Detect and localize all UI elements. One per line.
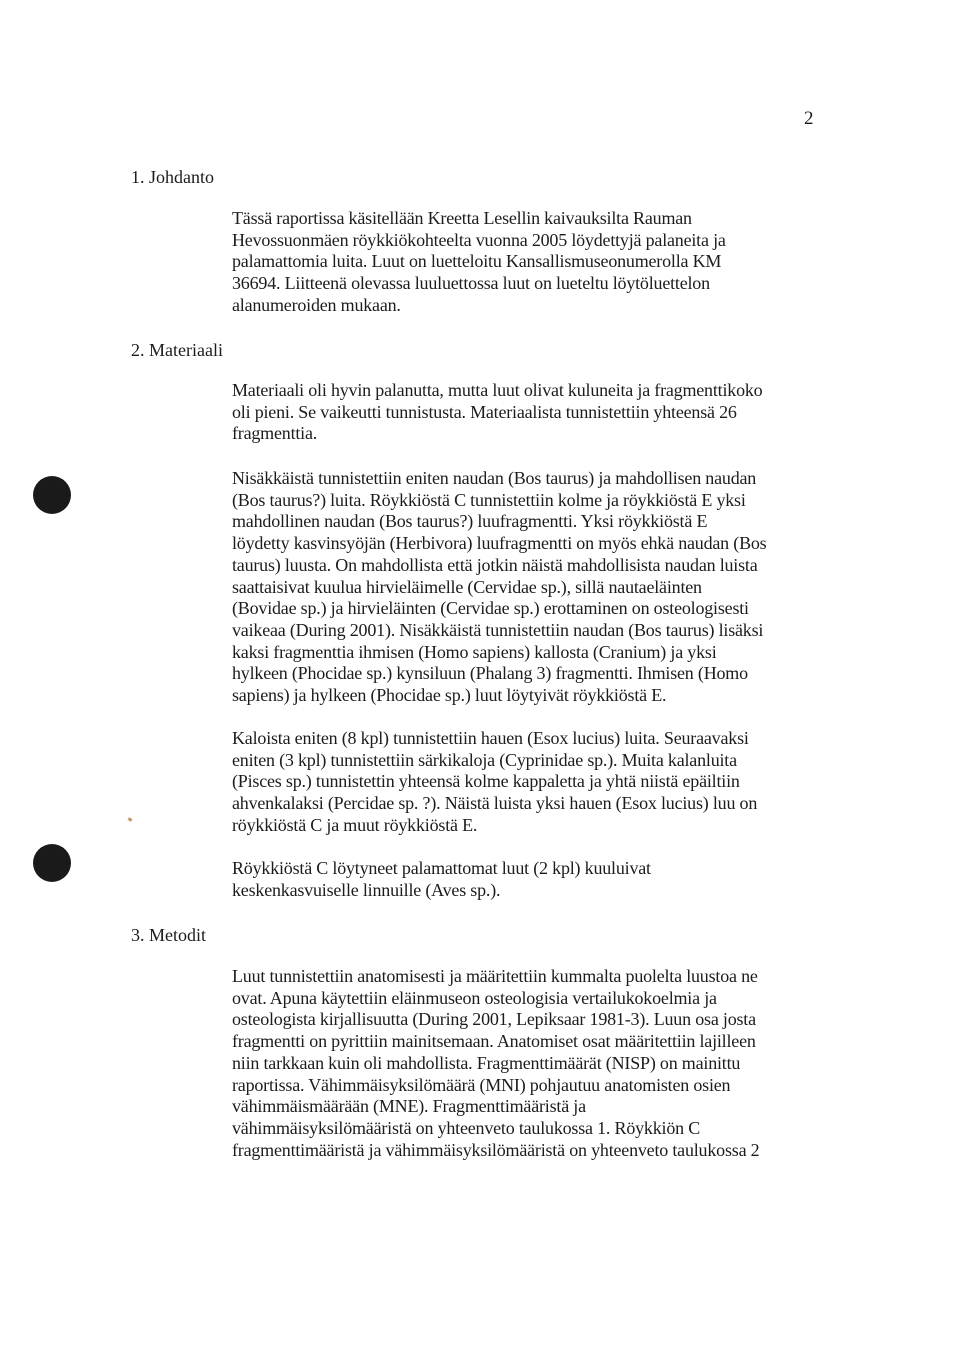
- paper-speck: [128, 817, 133, 822]
- text-line: fragmentti on pyrittiin mainitsemaan. Anatomiset osat määritettiin lajilleen: [232, 1031, 756, 1052]
- text-line: fragmenttia.: [232, 423, 318, 444]
- text-line: röykkiöstä C ja muut röykkiöstä E.: [232, 814, 478, 835]
- paragraph-linnut: [232, 858, 832, 901]
- punch-hole-top: [33, 476, 71, 514]
- text-line: kaksi fragmenttia ihmisen (Homo sapiens) kallosta (Cranium) ja yksi: [232, 641, 717, 662]
- paragraph-nisakkaat: [232, 468, 832, 707]
- text-line: (Bovidae sp.) ja hirvieläinten (Cervidae sp.) erottaminen on osteologisesti: [232, 598, 749, 619]
- text-line: Röykkiöstä C löytyneet palamattomat luut (2 kpl) kuuluivat: [232, 858, 651, 878]
- text-line: Materiaali oli hyvin palanutta, mutta luut olivat kuluneita ja fragmenttikoko: [232, 380, 763, 400]
- paragraph-materiaali-intro: [232, 380, 832, 445]
- text-line: saattaisivat kuulua hirvieläimelle (Cervidae sp.), sillä nautaeläinten: [232, 576, 702, 597]
- text-line: osteologista kirjallisuutta (During 2001, Lepiksaar 1981-3). Luun osa josta: [232, 1009, 756, 1030]
- text-line: ahvenkalaksi (Percidae sp. ?). Näistä luista yksi hauen (Esox lucius) luu on: [232, 793, 758, 814]
- heading-johdanto: 1. Johdanto: [131, 167, 214, 187]
- text-line: (Pisces sp.) tunnistettin yhteensä kolme kappaletta ja yhtä niistä epäiltiin: [232, 771, 740, 792]
- paragraph-kalat: [232, 728, 832, 837]
- text-line: palamattomia luita. Luut on luetteloitu Kansallismuseonumerolla KM: [232, 251, 722, 272]
- page-number: 2: [804, 108, 814, 129]
- text-line: niin tarkkaan kuin oli mahdollista. Fragmenttimäärät (NISP) on mainittu: [232, 1052, 741, 1073]
- paragraph-johdanto: [232, 208, 832, 317]
- text-line: raportissa. Vähimmäisyksilömäärä (MNI) pohjautuu anatomisten osien: [232, 1074, 731, 1095]
- text-line: Kaloista eniten (8 kpl) tunnistettiin hauen (Esox lucius) luita. Seuraavaksi: [232, 728, 749, 748]
- text-line: (Bos taurus?) luita. Röykkiöstä C tunnistettiin kolme ja röykkiöstä E yksi: [232, 489, 746, 510]
- punch-hole-bottom: [33, 844, 71, 882]
- text-line: fragmenttimääristä ja vähimmäisyksilömääristä on yhteenveto taulukossa 2: [232, 1139, 760, 1160]
- text-line: vaikeaa (During 2001). Nisäkkäistä tunnistettiin naudan (Bos taurus) lisäksi: [232, 619, 764, 640]
- text-line: oli pieni. Se vaikeutti tunnistusta. Materiaalista tunnistettiin yhteensä 26: [232, 401, 737, 422]
- text-line: vähimmäisyksilömääristä on yhteenveto taulukossa 1. Röykkiön C: [232, 1117, 701, 1138]
- text-line: ovat. Apuna käytettiin eläinmuseon osteologisia vertailukokoelmia ja: [232, 987, 717, 1008]
- text-line: keskenkasvuiselle linnuille (Aves sp.).: [232, 879, 501, 900]
- text-line: Nisäkkäistä tunnistettiin eniten naudan (Bos taurus) ja mahdollisen naudan: [232, 468, 757, 488]
- paragraph-metodit: [232, 966, 832, 1161]
- heading-materiaali: 2. Materiaali: [131, 340, 223, 360]
- text-line: Tässä raportissa käsitellään Kreetta Lesellin kaivauksilta Rauman: [232, 208, 692, 228]
- heading-metodit: 3. Metodit: [131, 925, 206, 945]
- text-line: löydetty kasvinsyöjän (Herbivora) luufragmentti on myös ehkä naudan (Bos: [232, 533, 767, 554]
- text-line: 36694. Liitteenä olevassa luuluettossa luut on lueteltu löytöluettelon: [232, 273, 710, 294]
- text-line: Luut tunnistettiin anatomisesti ja määritettiin kummalta puolelta luustoa ne: [232, 966, 758, 986]
- text-line: sapiens) ja hylkeen (Phocidae sp.) luut löytyivät röykkiöstä E.: [232, 685, 667, 706]
- text-line: taurus) luusta. On mahdollista että jotkin näistä mahdollisista naudan luista: [232, 554, 758, 575]
- text-line: Hevossuonmäen röykkiökohteelta vuonna 2005 löydettyjä palaneita ja: [232, 229, 726, 250]
- text-line: vähimmäismäärään (MNE). Fragmenttimääristä ja: [232, 1096, 586, 1117]
- text-line: hylkeen (Phocidae sp.) kynsiluun (Phalang 3) fragmentti. Ihmisen (Homo: [232, 663, 748, 684]
- text-line: alanumeroiden mukaan.: [232, 294, 401, 315]
- text-line: eniten (3 kpl) tunnistettiin särkikaloja (Cyprinidae sp.). Muita kalanluita: [232, 749, 737, 770]
- text-line: mahdollinen naudan (Bos taurus?) luufragmentti. Yksi röykkiöstä E: [232, 511, 708, 532]
